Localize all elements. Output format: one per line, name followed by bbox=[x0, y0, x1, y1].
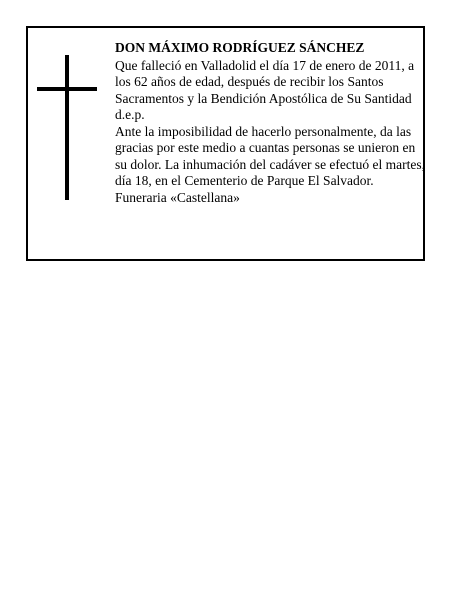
cross-horizontal-bar bbox=[37, 87, 97, 91]
latin-cross-icon bbox=[37, 55, 97, 200]
death-announcement: Que falleció en Valladolid el día 17 de enero de 2011, a los 62 años de edad, después de recibir los Santos Sacramentos y la Bendición Apostólica de Su Santidad d.e.p. bbox=[115, 57, 415, 122]
thanks-message: Ante la imposibilidad de hacerlo personalmente, da las gracias por este medio a cuantas personas se unieron en su dolor. La inhumación del cadáver se efectuó el martes, día 18, en el Cementerio de Parque El Salvador. bbox=[115, 123, 426, 188]
deceased-name: DON MÁXIMO RODRÍGUEZ SÁNCHEZ bbox=[115, 40, 365, 55]
obituary-notice bbox=[26, 26, 425, 261]
notice-text bbox=[115, 40, 425, 206]
cross-vertical-bar bbox=[65, 55, 69, 200]
funeral-home: Funeraria «Castellana» bbox=[115, 189, 240, 205]
